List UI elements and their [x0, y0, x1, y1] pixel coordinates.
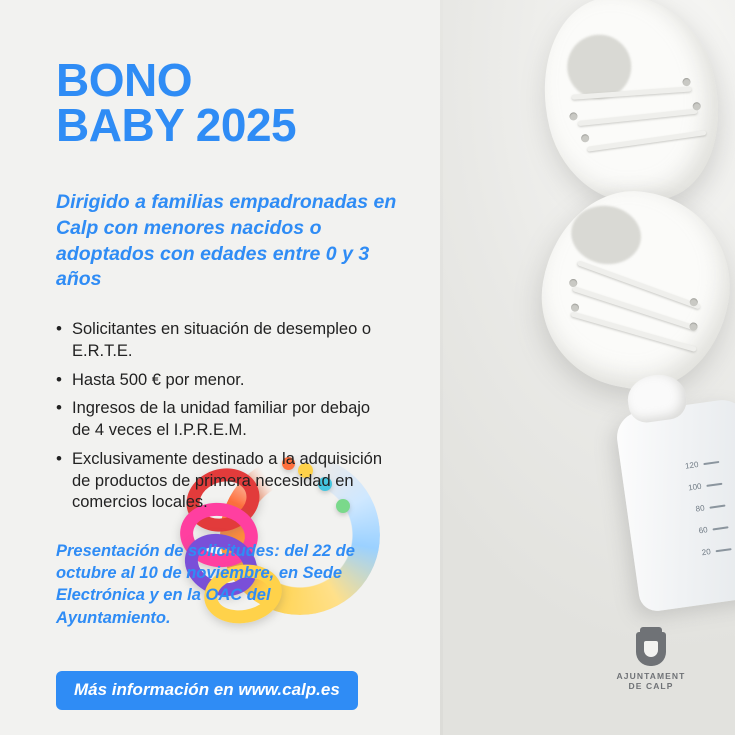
- shoe-tongue: [566, 200, 645, 269]
- bottle-mark-label: 100: [687, 481, 703, 493]
- shoe-lace: [587, 130, 707, 152]
- application-dates: Presentación de solicitudes: del 22 de octubre al 10 de noviembre, en Sede Electrónica y en la OAC del Ayuntamiento.: [56, 542, 355, 627]
- baby-shoe-top: [522, 0, 735, 222]
- more-info-button[interactable]: Más información en www.calp.es: [56, 671, 358, 710]
- list-item: • Exclusivamente destinado a la adquisición de productos de primera necesidad en comercios locales.: [56, 449, 386, 514]
- product-photo: [440, 0, 735, 735]
- bottle-mark-label: 120: [684, 459, 700, 471]
- shoe-lace: [577, 109, 697, 127]
- page-title: [56, 54, 404, 152]
- shoe-lace: [571, 312, 698, 353]
- logo-line-1: AJUNTAMENT: [616, 671, 686, 681]
- list-item: • Ingresos de la unidad familiar por debajo de 4 veces el I.P.R.E.M.: [56, 398, 386, 442]
- shoe-eyelet: [682, 77, 692, 87]
- list-item: • Hasta 500 € por menor.: [56, 370, 386, 392]
- baby-shoe-bottom: [527, 177, 735, 402]
- subtitle: Dirigido a familias empadronadas en Calp con menores nacidos o adoptados con edades entre 0 y 3 años: [56, 191, 397, 291]
- shoe-eyelet: [689, 322, 698, 331]
- bottle-measure-marks: [685, 457, 734, 571]
- shoe-lace: [572, 286, 697, 331]
- shoe-eyelet: [570, 303, 579, 312]
- shoe-eyelet: [692, 101, 702, 111]
- shoe-lace: [577, 260, 701, 309]
- list-item: • Solicitantes en situación de desempleo o E.R.T.E.: [56, 319, 386, 363]
- title-line-2: BABY 2025: [56, 99, 297, 152]
- bottle-mark-label: 80: [695, 503, 706, 514]
- logo-line-2: DE CALP: [628, 681, 674, 691]
- baby-bottle: [614, 397, 735, 613]
- shoe-eyelet: [580, 133, 590, 143]
- crest-icon: [636, 632, 666, 666]
- photo-left-edge: [440, 0, 443, 735]
- title-line-1: BONO: [56, 54, 192, 106]
- ayuntamiento-logo: [609, 632, 693, 691]
- requirements-list: [56, 319, 386, 514]
- shoe-eyelet: [569, 112, 579, 122]
- bottle-mark-label: 20: [701, 547, 712, 558]
- bottle-mark-label: 60: [698, 525, 709, 536]
